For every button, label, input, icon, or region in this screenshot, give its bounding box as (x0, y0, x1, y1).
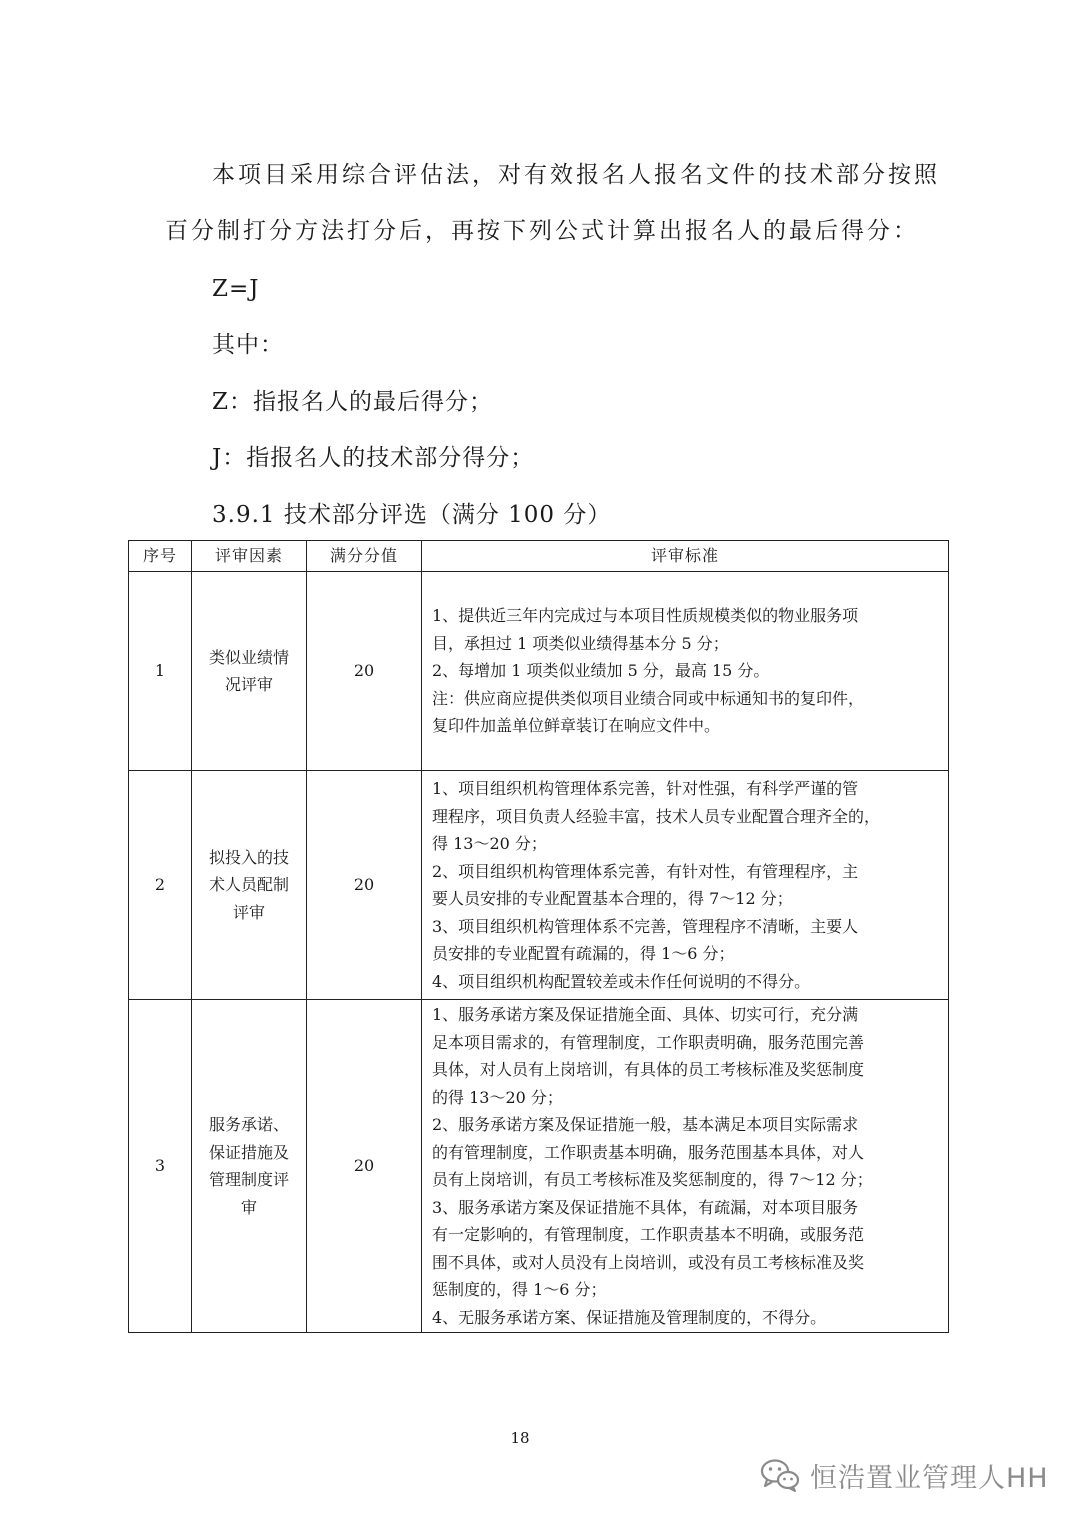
header-criteria: 评审标准 (422, 541, 949, 572)
criteria-line: 注：供应商应提供类似项目业绩合同或中标通知书的复印件， (432, 688, 865, 708)
header-full-score: 满分分值 (307, 541, 422, 572)
row-criteria (422, 771, 949, 1000)
criteria-line: 围不具体，或对人员没有上岗培训，或没有员工考核标准及奖 (432, 1252, 865, 1272)
factor-line: 保证措施及 (208, 1142, 289, 1162)
factor-line: 拟投入的技 (208, 847, 289, 867)
where-label: 其中： (212, 332, 284, 358)
wechat-icon (760, 1458, 800, 1492)
criteria-line: 具体，对人员有上岗培训，有具体的员工考核标准及奖惩制度 (432, 1060, 865, 1079)
criteria-line: 4、项目组织机构配置较差或未作任何说明的不得分。 (432, 971, 811, 991)
row-factor (192, 771, 307, 1000)
criteria-line: 足本项目需求的，有管理制度，工作职责明确，服务范围完善 (432, 1032, 865, 1052)
row-number: 2 (129, 771, 192, 1000)
criteria-line: 惩制度的，得 1～6 分； (432, 1280, 607, 1299)
page-number: 18 (510, 1429, 530, 1447)
header-factor: 评审因素 (192, 541, 307, 572)
factor-line: 管理制度评 (208, 1170, 289, 1189)
factor-line: 类似业绩情 (208, 647, 289, 667)
criteria-line: 3、服务承诺方案及保证措施不具体，有疏漏，对本项目服务 (432, 1197, 859, 1217)
factor-line: 评审 (232, 902, 265, 922)
criteria-line: 2、项目组织机构管理体系完善，有针对性，有管理程序，主 (432, 861, 859, 881)
factor-line: 审 (240, 1197, 257, 1217)
criteria-line: 1、服务承诺方案及保证措施全面、具体、切实可行，充分满 (432, 1005, 859, 1024)
criteria-line: 目，承担过 1 项类似业绩得基本分 5 分； (432, 633, 729, 653)
criteria-line: 2、每增加 1 项类似业绩加 5 分，最高 15 分。 (432, 661, 770, 681)
criteria-line: 员有上岗培训，有员工考核标准及奖惩制度的，得 7～12 分； (432, 1170, 873, 1189)
section-title: 3.9.1 技术部分评选（满分 100 分） (212, 502, 612, 528)
table-row (129, 572, 949, 771)
row-number: 3 (129, 1000, 192, 1333)
criteria-line: 1、项目组织机构管理体系完善，针对性强，有科学严谨的管 (432, 779, 859, 798)
factor-line: 况评审 (224, 675, 273, 694)
z-definition: Z：指报名人的最后得分； (212, 389, 493, 415)
criteria-line: 1、提供近三年内完成过与本项目性质规模类似的物业服务项 (432, 606, 859, 626)
criteria-line: 4、无服务承诺方案、保证措施及管理制度的，不得分。 (432, 1307, 827, 1327)
criteria-line: 的有管理制度，工作职责基本明确，服务范围基本具体，对人 (432, 1142, 865, 1162)
watermark-text: 恒浩置业管理人HH (810, 1462, 1049, 1494)
factor-line: 术人员配制 (208, 875, 289, 895)
table-row (129, 1000, 949, 1333)
table-header-row (129, 541, 949, 572)
criteria-line: 3、项目组织机构管理体系不完善，管理程序不清晰，主要人 (432, 916, 859, 936)
row-score: 20 (307, 572, 422, 771)
row-number: 1 (129, 572, 192, 771)
criteria-line: 的得 13～20 分； (432, 1087, 563, 1107)
criteria-line: 有一定影响的，有管理制度，工作职责基本不明确，或服务范 (432, 1225, 865, 1244)
scoring-table (128, 540, 949, 1333)
row-score: 20 (307, 1000, 422, 1333)
formula: Z=J (212, 276, 260, 302)
criteria-line: 复印件加盖单位鲜章装订在响应文件中。 (432, 716, 721, 736)
factor-line: 服务承诺、 (208, 1115, 289, 1134)
table-row (129, 771, 949, 1000)
row-score: 20 (307, 771, 422, 1000)
criteria-line: 得 13～20 分； (432, 834, 547, 853)
header-no: 序号 (129, 541, 192, 572)
row-criteria (422, 572, 949, 771)
j-definition: J：指报名人的技术部分得分； (212, 445, 535, 471)
intro-paragraph-line-1: 本项目采用综合评估法，对有效报名人报名文件的技术部分按照 (212, 162, 940, 188)
criteria-line: 员安排的专业配置有疏漏的，得 1～6 分； (432, 944, 735, 963)
row-factor (192, 572, 307, 771)
criteria-line: 要人员安排的专业配置基本合理的，得 7～12 分； (432, 889, 793, 908)
row-criteria (422, 1000, 949, 1333)
criteria-line: 2、服务承诺方案及保证措施一般，基本满足本项目实际需求 (432, 1115, 859, 1134)
criteria-line: 理程序，项目负责人经验丰富，技术人员专业配置合理齐全的， (432, 806, 881, 826)
intro-paragraph-line-2: 百分制打分方法打分后，再按下列公式计算出报名人的最后得分： (165, 218, 919, 244)
row-factor (192, 1000, 307, 1333)
wechat-watermark (760, 1455, 1049, 1495)
